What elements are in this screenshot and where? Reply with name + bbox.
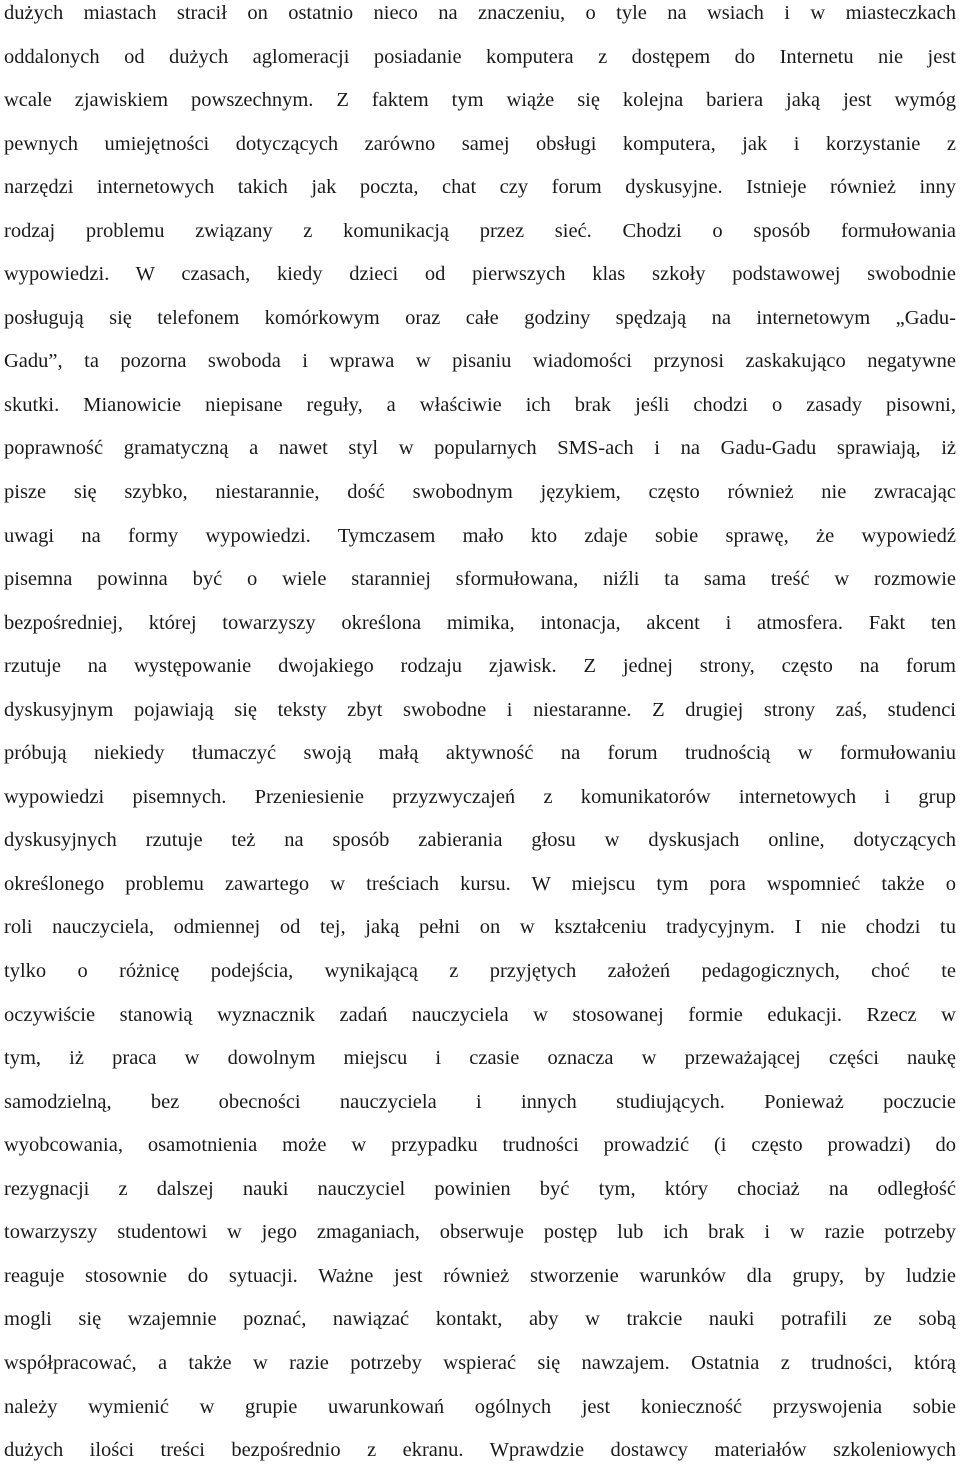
text-line: posługują się telefonem komórkowym oraz całe godziny spędzają na internetowym „Gadu-: [4, 306, 956, 329]
text-line: dyskusyjnych rzutuje też na sposób zabierania głosu w dyskusjach online, dotyczących: [4, 829, 956, 852]
text-line: określonego problemu zawartego w treściach kursu. W miejscu tym pora wspomnieć także o: [4, 872, 956, 895]
text-line: roli nauczyciela, odmiennej od tej, jaką pełni on w kształceniu tradycyjnym. I nie chodzi tu: [4, 916, 956, 939]
text-line: rodzaj problemu związany z komunikacją przez sieć. Chodzi o sposób formułowania: [4, 219, 956, 242]
text-line: wypowiedzi. W czasach, kiedy dzieci od pierwszych klas szkoły podstawowej swobodnie: [4, 263, 956, 286]
text-line: uwagi na formy wypowiedzi. Tymczasem mało kto zdaje sobie sprawę, że wypowiedź: [4, 524, 956, 547]
text-line: tym, iż praca w dowolnym miejscu i czasie oznacza w przeważającej części naukę: [4, 1047, 956, 1070]
text-line: samodzielną, bez obecności nauczyciela i innych studiujących. Ponieważ poczucie: [4, 1090, 956, 1113]
text-line: pisze się szybko, niestarannie, dość swobodnym językiem, często również nie zwracając: [4, 481, 956, 504]
text-line: narzędzi internetowych takich jak poczta, chat czy forum dyskusyjne. Istnieje również inny: [4, 176, 956, 199]
text-line: rezygnacji z dalszej nauki nauczyciel powinien być tym, który chociaż na odległość: [4, 1177, 956, 1200]
text-line: poprawność gramatyczną a nawet styl w popularnych SMS-ach i na Gadu-Gadu sprawiają, iż: [4, 437, 956, 460]
text-line: towarzyszy studentowi w jego zmaganiach, obserwuje postęp lub ich brak i w razie potrzeby: [4, 1221, 956, 1244]
text-line: należy wymienić w grupie uwarunkowań ogólnych jest konieczność przyswojenia sobie: [4, 1395, 956, 1418]
text-line: dużych ilości treści bezpośrednio z ekranu. Wprawdzie dostawcy materiałów szkoleniowych: [4, 1439, 956, 1462]
text-line: mogli się wzajemnie poznać, nawiązać kontakt, aby w trakcie nauki potrafili ze sobą: [4, 1308, 956, 1331]
body-text: [4, 0, 956, 1473]
text-line: współpracować, a także w razie potrzeby wspierać się nawzajem. Ostatnia z trudności, którą: [4, 1351, 956, 1374]
text-line: oczywiście stanowią wyznacznik zadań nauczyciela w stosowanej formie edukacji. Rzecz w: [4, 1003, 956, 1026]
text-line: próbują niekiedy tłumaczyć swoją małą aktywność na forum trudnością w formułowaniu: [4, 742, 956, 765]
text-line: skutki. Mianowicie niepisane reguły, a właściwie ich brak jeśli chodzi o zasady pisowni,: [4, 393, 956, 416]
text-line: wcale zjawiskiem powszechnym. Z faktem tym wiąże się kolejna bariera jaką jest wymóg: [4, 89, 956, 112]
text-line: pisemna powinna być o wiele staranniej sformułowana, niźli ta sama treść w rozmowie: [4, 568, 956, 591]
text-line: bezpośredniej, której towarzyszy określona mimika, intonacja, akcent i atmosfera. Fakt ten: [4, 611, 956, 634]
text-line: dyskusyjnym pojawiają się teksty zbyt swobodne i niestaranne. Z drugiej strony zaś, studenci: [4, 698, 956, 721]
text-line: pewnych umiejętności dotyczących zarówno samej obsługi komputera, jak i korzystanie z: [4, 132, 956, 155]
text-line: wyobcowania, osamotnienia może w przypadku trudności prowadzić (i często prowadzi) do: [4, 1134, 956, 1157]
text-line: tylko o różnicę podejścia, wynikającą z przyjętych założeń pedagogicznych, choć te: [4, 960, 956, 983]
text-line: wypowiedzi pisemnych. Przeniesienie przyzwyczajeń z komunikatorów internetowych i grup: [4, 785, 956, 808]
text-line: dużych miastach stracił on ostatnio nieco na znaczeniu, o tyle na wsiach i w miasteczkach: [4, 2, 956, 24]
text-line: oddalonych od dużych aglomeracji posiadanie komputera z dostępem do Internetu nie jest: [4, 45, 956, 68]
text-line: Gadu”, ta pozorna swoboda i wprawa w pisaniu wiadomości przynosi zaskakująco negatywne: [4, 350, 956, 373]
text-line: reaguje stosownie do sytuacji. Ważne jest również stworzenie warunków dla grupy, by ludzie: [4, 1264, 956, 1287]
text-line: rzutuje na występowanie dwojakiego rodzaju zjawisk. Z jednej strony, często na forum: [4, 655, 956, 678]
